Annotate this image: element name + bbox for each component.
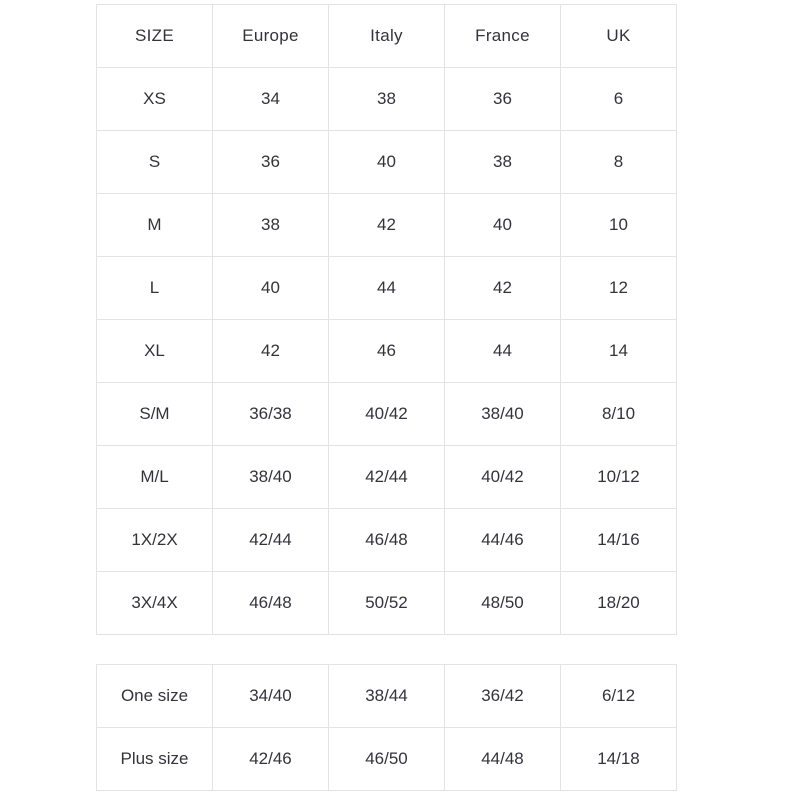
cell-uk: 10 xyxy=(561,194,677,257)
cell-europe: 36/38 xyxy=(213,383,329,446)
table-row xyxy=(97,509,677,572)
cell-europe: 34/40 xyxy=(213,665,329,728)
cell-italy: 46 xyxy=(329,320,445,383)
cell-europe: 42/44 xyxy=(213,509,329,572)
cell-france: 44/46 xyxy=(445,509,561,572)
cell-europe: 46/48 xyxy=(213,572,329,635)
cell-italy: 46/48 xyxy=(329,509,445,572)
cell-italy: 42 xyxy=(329,194,445,257)
row-label: 1X/2X xyxy=(97,509,213,572)
cell-italy: 50/52 xyxy=(329,572,445,635)
cell-uk: 10/12 xyxy=(561,446,677,509)
cell-france: 40/42 xyxy=(445,446,561,509)
row-label: M xyxy=(97,194,213,257)
cell-europe: 42/46 xyxy=(213,728,329,791)
cell-france: 38 xyxy=(445,131,561,194)
cell-europe: 42 xyxy=(213,320,329,383)
row-label: Plus size xyxy=(97,728,213,791)
cell-uk: 14/16 xyxy=(561,509,677,572)
table-row xyxy=(97,728,677,791)
cell-france: 36/42 xyxy=(445,665,561,728)
table-row xyxy=(97,572,677,635)
cell-uk: 14 xyxy=(561,320,677,383)
table-row xyxy=(97,131,677,194)
column-header-france: France xyxy=(445,5,561,68)
cell-uk: 6 xyxy=(561,68,677,131)
cell-uk: 14/18 xyxy=(561,728,677,791)
row-label: XS xyxy=(97,68,213,131)
cell-europe: 40 xyxy=(213,257,329,320)
cell-france: 36 xyxy=(445,68,561,131)
row-label: S/M xyxy=(97,383,213,446)
one-size-table xyxy=(96,664,677,791)
cell-italy: 40 xyxy=(329,131,445,194)
cell-france: 38/40 xyxy=(445,383,561,446)
cell-italy: 46/50 xyxy=(329,728,445,791)
cell-italy: 42/44 xyxy=(329,446,445,509)
cell-italy: 38 xyxy=(329,68,445,131)
table-body xyxy=(97,665,677,791)
cell-uk: 8/10 xyxy=(561,383,677,446)
table-row xyxy=(97,68,677,131)
cell-uk: 12 xyxy=(561,257,677,320)
table-body xyxy=(97,68,677,635)
cell-france: 44/48 xyxy=(445,728,561,791)
column-header-size: SIZE xyxy=(97,5,213,68)
size-chart-primary xyxy=(96,4,676,635)
table-header-row xyxy=(97,5,677,68)
column-header-italy: Italy xyxy=(329,5,445,68)
table-row xyxy=(97,257,677,320)
cell-europe: 36 xyxy=(213,131,329,194)
cell-italy: 44 xyxy=(329,257,445,320)
cell-europe: 38 xyxy=(213,194,329,257)
row-label: S xyxy=(97,131,213,194)
row-label: 3X/4X xyxy=(97,572,213,635)
cell-uk: 18/20 xyxy=(561,572,677,635)
cell-france: 42 xyxy=(445,257,561,320)
cell-italy: 38/44 xyxy=(329,665,445,728)
row-label: M/L xyxy=(97,446,213,509)
cell-europe: 34 xyxy=(213,68,329,131)
cell-uk: 8 xyxy=(561,131,677,194)
cell-france: 48/50 xyxy=(445,572,561,635)
table-row xyxy=(97,383,677,446)
table-row xyxy=(97,446,677,509)
table-row xyxy=(97,665,677,728)
cell-italy: 40/42 xyxy=(329,383,445,446)
table-row xyxy=(97,320,677,383)
cell-france: 44 xyxy=(445,320,561,383)
table-row xyxy=(97,194,677,257)
cell-france: 40 xyxy=(445,194,561,257)
row-label: One size xyxy=(97,665,213,728)
row-label: L xyxy=(97,257,213,320)
cell-europe: 38/40 xyxy=(213,446,329,509)
size-conversion-table xyxy=(96,4,677,635)
table-header xyxy=(97,5,677,68)
column-header-uk: UK xyxy=(561,5,677,68)
cell-uk: 6/12 xyxy=(561,665,677,728)
row-label: XL xyxy=(97,320,213,383)
column-header-europe: Europe xyxy=(213,5,329,68)
size-chart-secondary xyxy=(96,664,676,791)
